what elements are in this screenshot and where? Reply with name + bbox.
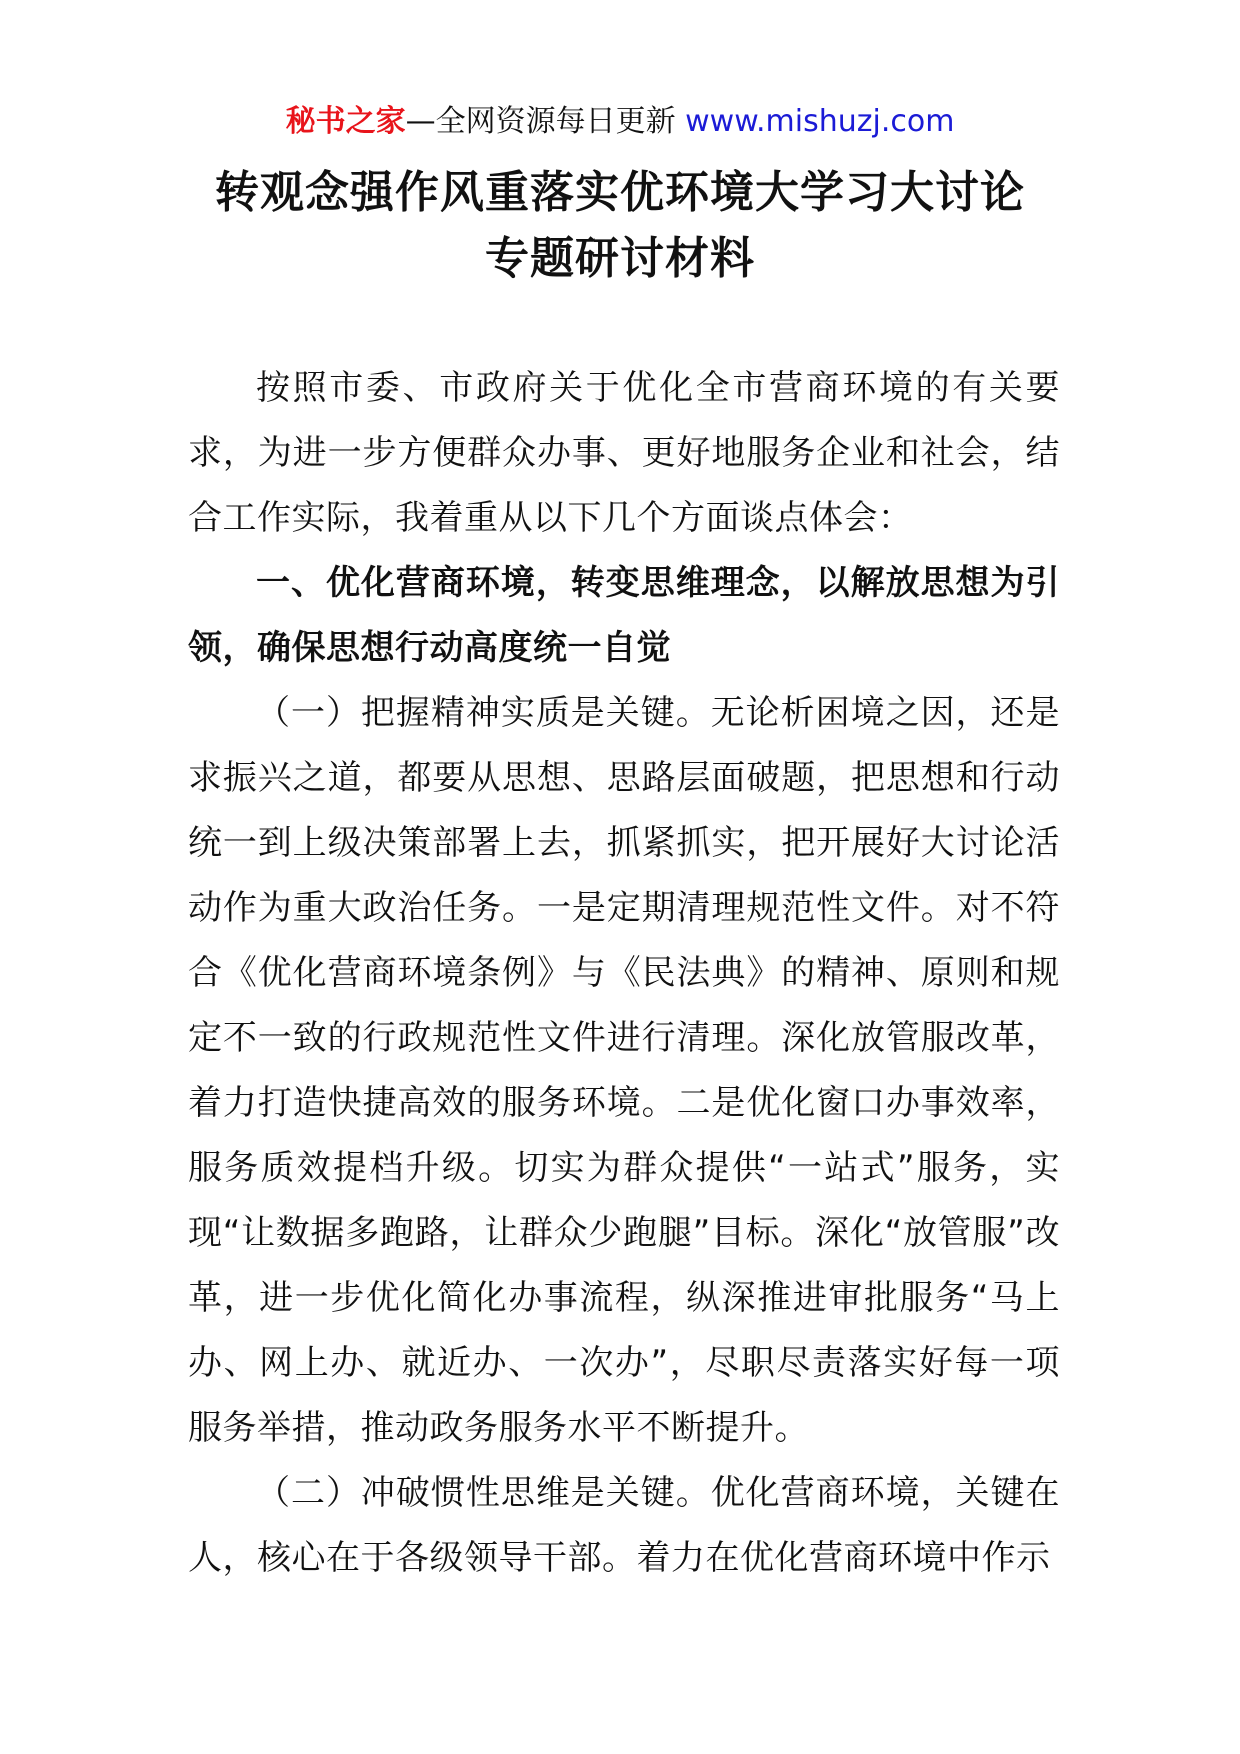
site-url-link[interactable]: www.mishuzj.com xyxy=(685,104,955,139)
title-line-1: 转观念强作风重落实优环境大学习大讨论 xyxy=(215,167,1025,218)
subsection-paragraph-1: （一）把握精神实质是关键。无论析困境之因，还是求振兴之道，都要从思想、思路层面破题，把思想和行动统一到上级决策部署上去，抓紧抓实，把开展好大讨论活动作为重大政治任务。一是定期清理规范性文件。对不符合《优化营商环境条例》与《民法典》的精神、原则和规定不一致的行政规范性文件进行清理。深化放管服改革，着力打造快捷高效的服务环境。二是优化窗口办事效率，服务质效提档升级。切实为群众提供“一站式”服务，实现“让数据多跑路，让群众少跑腿”目标。深化“放管服”改革，进一步优化简化办事流程，纵深推进审批服务“马上办、网上办、就近办、一次办”，尽职尽责落实好每一项服务举措，推动政务服务水平不断提升。 xyxy=(188,693,1060,1448)
document-title xyxy=(120,160,1120,292)
title-line-2: 专题研讨材料 xyxy=(485,233,755,284)
intro-paragraph: 按照市委、市政府关于优化全市营商环境的有关要求，为进一步方便群众办事、更好地服务企业和社会，结合工作实际，我着重从以下几个方面谈点体会： xyxy=(188,368,1060,538)
section-heading-1: 一、优化营商环境，转变思维理念，以解放思想为引领，确保思想行动高度统一自觉 xyxy=(188,563,1060,668)
subsection-paragraph-2: （二）冲破惯性思维是关键。优化营商环境，关键在人，核心在于各级领导干部。着力在优化营商环境中作示 xyxy=(188,1473,1060,1578)
site-brand: 秘书之家 xyxy=(285,104,406,139)
document-body xyxy=(188,356,1060,1591)
site-tagline: —全网资源每日更新 xyxy=(405,104,686,139)
site-header xyxy=(0,100,1240,144)
